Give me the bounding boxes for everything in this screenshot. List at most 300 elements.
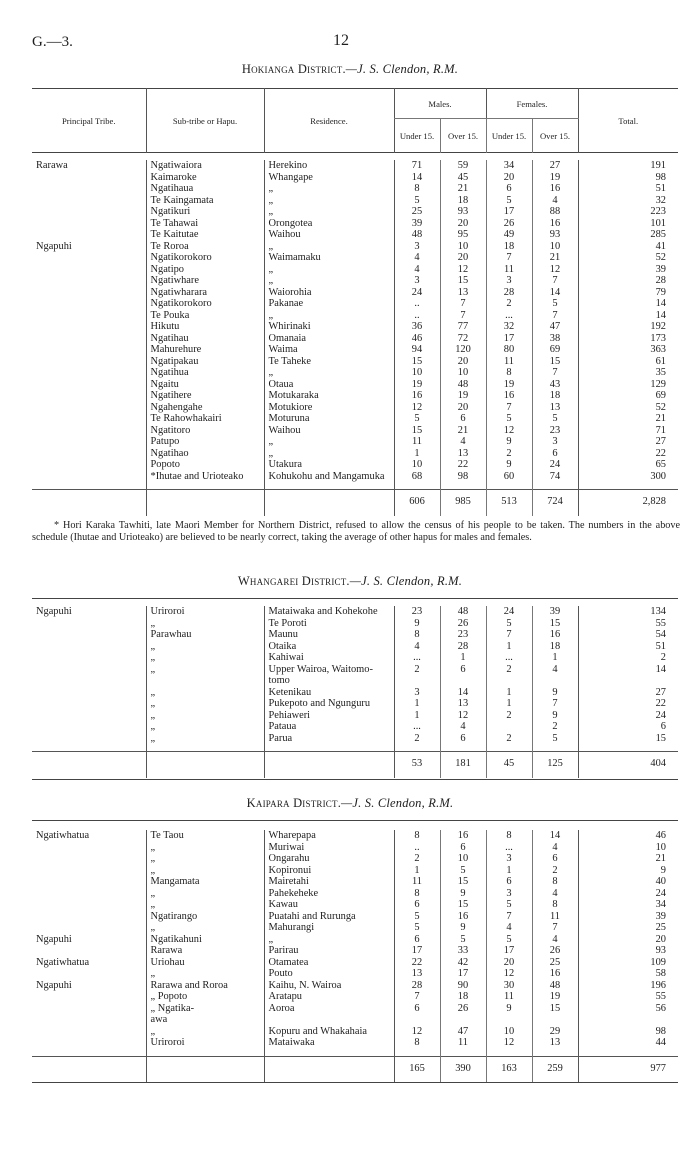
table-row bbox=[32, 710, 678, 722]
males-under15-cell: 17 bbox=[394, 945, 440, 957]
tribe-cell bbox=[32, 876, 146, 888]
females-over15-cell: 48 bbox=[532, 980, 578, 992]
hapu-cell: Te Roroa bbox=[146, 241, 264, 253]
total-cell: 134 bbox=[578, 606, 678, 618]
table-row bbox=[32, 968, 678, 980]
hapu-cell: Ngaitu bbox=[146, 379, 264, 391]
header-males-under15: Under 15. bbox=[394, 119, 440, 153]
table-row bbox=[32, 980, 678, 992]
males-under15-cell: 3 bbox=[394, 687, 440, 699]
tribe-cell bbox=[32, 1003, 146, 1015]
total-cell: 44 bbox=[578, 1037, 678, 1049]
females-under15-cell: 2 bbox=[486, 298, 532, 310]
hapu-cell: Te Taou bbox=[146, 830, 264, 842]
header-females-under15: Under 15. bbox=[486, 119, 532, 153]
females-over15-cell: 2 bbox=[532, 721, 578, 733]
tribe-cell bbox=[32, 402, 146, 414]
tribe-cell bbox=[32, 229, 146, 241]
hapu-cell: Mangamata bbox=[146, 876, 264, 888]
tribe-cell bbox=[32, 218, 146, 230]
total-males-under15-cell: 165 bbox=[394, 1056, 440, 1077]
header-females-over15: Over 15. bbox=[532, 119, 578, 153]
females-under15-cell: 16 bbox=[486, 390, 532, 402]
males-under15-cell: 13 bbox=[394, 968, 440, 980]
females-under15-cell: 80 bbox=[486, 344, 532, 356]
males-under15-cell: 25 bbox=[394, 206, 440, 218]
females-over15-cell bbox=[532, 1014, 578, 1026]
hapu-cell: „ bbox=[146, 641, 264, 653]
table-row bbox=[32, 183, 678, 195]
kaipara-bottom-rule bbox=[32, 1082, 678, 1083]
total-cell: 56 bbox=[578, 1003, 678, 1015]
whangarei-title bbox=[0, 574, 700, 589]
table-row bbox=[32, 606, 678, 618]
hapu-cell: Ngatipo bbox=[146, 264, 264, 276]
table-row bbox=[32, 367, 678, 379]
total-cell: 14 bbox=[578, 298, 678, 310]
males-over15-cell: 10 bbox=[440, 853, 486, 865]
females-over15-cell: 11 bbox=[532, 911, 578, 923]
table-row bbox=[32, 641, 678, 653]
males-over15-cell: 59 bbox=[440, 160, 486, 172]
females-over15-cell: 7 bbox=[532, 698, 578, 710]
males-over15-cell: 12 bbox=[440, 710, 486, 722]
table-row bbox=[32, 934, 678, 946]
males-under15-cell: 4 bbox=[394, 641, 440, 653]
table-row bbox=[32, 945, 678, 957]
hapu-cell: „ bbox=[146, 922, 264, 934]
total-cell: 21 bbox=[578, 413, 678, 425]
females-under15-cell: 12 bbox=[486, 425, 532, 437]
tribe-cell bbox=[32, 275, 146, 287]
total-cell: 14 bbox=[578, 664, 678, 676]
females-under15-cell: 3 bbox=[486, 853, 532, 865]
total-cell: 93 bbox=[578, 945, 678, 957]
residence-cell: Utakura bbox=[264, 459, 394, 471]
females-over15-cell: 4 bbox=[532, 934, 578, 946]
total-females-over15-cell: 125 bbox=[532, 752, 578, 773]
males-over15-cell: 18 bbox=[440, 991, 486, 1003]
females-under15-cell: 9 bbox=[486, 1003, 532, 1015]
tribe-cell bbox=[32, 367, 146, 379]
hapu-cell: „ bbox=[146, 968, 264, 980]
table-row bbox=[32, 618, 678, 630]
residence-cell: Otamatea bbox=[264, 957, 394, 969]
header-females: Females. bbox=[486, 89, 578, 119]
females-under15-cell: 5 bbox=[486, 934, 532, 946]
residence-cell: Mataiwaka bbox=[264, 1037, 394, 1049]
females-over15-cell: 14 bbox=[532, 830, 578, 842]
residence-cell: Upper Wairoa, Waitomo- bbox=[264, 664, 394, 676]
table-row bbox=[32, 698, 678, 710]
tribe-cell: Ngapuhi bbox=[36, 979, 72, 991]
residence-cell: Puatahi and Rurunga bbox=[264, 911, 394, 923]
tribe-cell bbox=[32, 471, 146, 483]
hapu-cell: Ngatikorokoro bbox=[146, 298, 264, 310]
table-row bbox=[32, 830, 678, 842]
table-row bbox=[32, 310, 678, 322]
males-over15-cell: 33 bbox=[440, 945, 486, 957]
females-under15-cell: 1 bbox=[486, 687, 532, 699]
table-row bbox=[32, 218, 678, 230]
residence-cell: Kahiwai bbox=[264, 652, 394, 664]
hapu-cell: „ bbox=[146, 1026, 264, 1038]
males-over15-cell: 26 bbox=[440, 1003, 486, 1015]
table-row bbox=[32, 1014, 678, 1026]
total-cell: 22 bbox=[578, 698, 678, 710]
table-row bbox=[32, 652, 678, 664]
males-over15-cell: 20 bbox=[440, 218, 486, 230]
total-cell: 21 bbox=[578, 853, 678, 865]
males-over15-cell: 1 bbox=[440, 652, 486, 664]
females-under15-cell: ... bbox=[486, 652, 532, 664]
total-cell: 40 bbox=[578, 876, 678, 888]
residence-cell: „ bbox=[264, 436, 394, 448]
table-row bbox=[32, 876, 678, 888]
total-cell: 24 bbox=[578, 710, 678, 722]
total-total-cell: 977 bbox=[578, 1056, 678, 1077]
females-under15-cell: 5 bbox=[486, 618, 532, 630]
hapu-cell: Ngatihao bbox=[146, 448, 264, 460]
table-row bbox=[32, 160, 678, 172]
total-cell: 191 bbox=[578, 160, 678, 172]
total-cell: 54 bbox=[578, 629, 678, 641]
tribe-cell: Ngapuhi bbox=[36, 933, 72, 945]
tribe-cell bbox=[32, 298, 146, 310]
total-cell: 35 bbox=[578, 367, 678, 379]
males-over15-cell: 6 bbox=[440, 842, 486, 854]
total-females-under15-cell: 513 bbox=[486, 490, 532, 511]
residence-cell: „ bbox=[264, 195, 394, 207]
males-over15-cell: 20 bbox=[440, 252, 486, 264]
total-females-over15-cell: 259 bbox=[532, 1056, 578, 1077]
females-over15-cell: 2 bbox=[532, 865, 578, 877]
residence-cell: Parirau bbox=[264, 945, 394, 957]
males-under15-cell: 2 bbox=[394, 733, 440, 745]
males-over15-cell: 18 bbox=[440, 195, 486, 207]
females-under15-cell bbox=[486, 1014, 532, 1026]
hapu-cell: Ngatihua bbox=[146, 367, 264, 379]
table-row bbox=[32, 252, 678, 264]
residence-cell: Mahurangi bbox=[264, 922, 394, 934]
hapu-cell: Ngatiwaiora bbox=[146, 160, 264, 172]
females-over15-cell: 8 bbox=[532, 899, 578, 911]
females-over15-cell: 16 bbox=[532, 629, 578, 641]
females-over15-cell: 69 bbox=[532, 344, 578, 356]
kaipara-title bbox=[0, 796, 700, 811]
tribe-cell bbox=[32, 842, 146, 854]
females-under15-cell: 3 bbox=[486, 888, 532, 900]
residence-cell: Herekino bbox=[264, 160, 394, 172]
males-under15-cell: 39 bbox=[394, 218, 440, 230]
kaipara-district-name: Kaipara District. bbox=[246, 796, 342, 810]
males-over15-cell: 17 bbox=[440, 968, 486, 980]
hapu-cell: Ngatiwharara bbox=[146, 287, 264, 299]
total-males-over15-cell: 181 bbox=[440, 752, 486, 773]
males-over15-cell: 20 bbox=[440, 402, 486, 414]
females-under15-cell: 6 bbox=[486, 876, 532, 888]
males-under15-cell: 6 bbox=[394, 934, 440, 946]
total-cell: 32 bbox=[578, 195, 678, 207]
total-males-over15-cell: 985 bbox=[440, 490, 486, 511]
total-total-cell: 2,828 bbox=[578, 490, 678, 511]
females-over15-cell: 10 bbox=[532, 241, 578, 253]
males-under15-cell: 68 bbox=[394, 471, 440, 483]
females-over15-cell: 4 bbox=[532, 842, 578, 854]
males-under15-cell bbox=[394, 1014, 440, 1026]
males-over15-cell: 4 bbox=[440, 721, 486, 733]
tribe-cell bbox=[32, 195, 146, 207]
kaipara-officer: —J. S. Clendon, R.M. bbox=[341, 796, 454, 810]
males-under15-cell: 3 bbox=[394, 275, 440, 287]
females-under15-cell: 4 bbox=[486, 922, 532, 934]
hapu-cell: „ bbox=[146, 888, 264, 900]
females-over15-cell: 15 bbox=[532, 618, 578, 630]
males-under15-cell: 11 bbox=[394, 436, 440, 448]
table-row bbox=[32, 287, 678, 299]
tribe-cell bbox=[32, 641, 146, 653]
hapu-cell: „ bbox=[146, 710, 264, 722]
residence-cell: Waima bbox=[264, 344, 394, 356]
hapu-cell: Mahurehure bbox=[146, 344, 264, 356]
males-over15-cell: 120 bbox=[440, 344, 486, 356]
total-cell: 24 bbox=[578, 888, 678, 900]
males-over15-cell: 16 bbox=[440, 830, 486, 842]
table-row bbox=[32, 206, 678, 218]
males-under15-cell: ... bbox=[394, 721, 440, 733]
males-over15-cell: 48 bbox=[440, 379, 486, 391]
table-row bbox=[32, 413, 678, 425]
tribe-cell bbox=[32, 310, 146, 322]
residence-cell: Kaihu, N. Wairoa bbox=[264, 980, 394, 992]
females-under15-cell: 12 bbox=[486, 1037, 532, 1049]
total-males-over15-cell: 390 bbox=[440, 1056, 486, 1077]
tribe-cell bbox=[32, 321, 146, 333]
males-over15-cell: 6 bbox=[440, 733, 486, 745]
females-over15-cell: 88 bbox=[532, 206, 578, 218]
table-row bbox=[32, 675, 678, 687]
females-over15-cell: 38 bbox=[532, 333, 578, 345]
males-over15-cell: 26 bbox=[440, 618, 486, 630]
tribe-cell bbox=[32, 652, 146, 664]
females-under15-cell: 3 bbox=[486, 275, 532, 287]
hapu-cell: *Ihutae and Urioteako bbox=[146, 471, 264, 483]
hapu-cell: Uriohau bbox=[146, 957, 264, 969]
tribe-cell bbox=[32, 710, 146, 722]
total-cell: 6 bbox=[578, 721, 678, 733]
males-over15-cell: 6 bbox=[440, 413, 486, 425]
total-cell: 55 bbox=[578, 618, 678, 630]
hapu-cell: Te Rahowhakairi bbox=[146, 413, 264, 425]
females-under15-cell bbox=[486, 675, 532, 687]
residence-cell: „ bbox=[264, 183, 394, 195]
total-cell bbox=[578, 675, 678, 687]
table-row bbox=[32, 842, 678, 854]
tribe-cell: Ngatiwhatua bbox=[36, 956, 90, 968]
males-under15-cell: 2 bbox=[394, 853, 440, 865]
residence-cell: „ bbox=[264, 448, 394, 460]
males-under15-cell: 10 bbox=[394, 367, 440, 379]
hapu-cell: Kaimaroke bbox=[146, 172, 264, 184]
total-cell: 52 bbox=[578, 402, 678, 414]
females-under15-cell bbox=[486, 721, 532, 733]
tribe-cell bbox=[32, 968, 146, 980]
hapu-cell: Ngatipakau bbox=[146, 356, 264, 368]
males-over15-cell: 22 bbox=[440, 459, 486, 471]
table-row bbox=[32, 379, 678, 391]
males-over15-cell: 12 bbox=[440, 264, 486, 276]
tribe-cell bbox=[32, 675, 146, 687]
table-row bbox=[32, 241, 678, 253]
females-under15-cell: 30 bbox=[486, 980, 532, 992]
total-cell: 109 bbox=[578, 957, 678, 969]
females-over15-cell: 4 bbox=[532, 664, 578, 676]
tribe-cell bbox=[32, 459, 146, 471]
females-under15-cell: 34 bbox=[486, 160, 532, 172]
males-under15-cell: 28 bbox=[394, 980, 440, 992]
table-row bbox=[32, 733, 678, 745]
females-under15-cell: 6 bbox=[486, 183, 532, 195]
table-row bbox=[32, 402, 678, 414]
residence-cell: Whangape bbox=[264, 172, 394, 184]
females-under15-cell: 17 bbox=[486, 333, 532, 345]
residence-cell: Motukaraka bbox=[264, 390, 394, 402]
residence-cell: Omanaia bbox=[264, 333, 394, 345]
residence-cell: Waiorohia bbox=[264, 287, 394, 299]
hapu-cell: „ bbox=[146, 721, 264, 733]
males-under15-cell: 5 bbox=[394, 195, 440, 207]
males-under15-cell: 48 bbox=[394, 229, 440, 241]
total-cell: 223 bbox=[578, 206, 678, 218]
hapu-cell: Rarawa and Roroa bbox=[146, 980, 264, 992]
tribe-cell bbox=[32, 899, 146, 911]
hapu-cell: „ bbox=[146, 698, 264, 710]
table-row bbox=[32, 425, 678, 437]
males-under15-cell: 8 bbox=[394, 629, 440, 641]
total-cell: 300 bbox=[578, 471, 678, 483]
tribe-cell bbox=[32, 252, 146, 264]
tribe-cell bbox=[32, 1014, 146, 1026]
total-cell: 51 bbox=[578, 641, 678, 653]
total-cell: 129 bbox=[578, 379, 678, 391]
males-over15-cell: 14 bbox=[440, 687, 486, 699]
tribe-cell: Ngapuhi bbox=[36, 240, 72, 252]
females-over15-cell: 19 bbox=[532, 991, 578, 1003]
males-over15-cell: 4 bbox=[440, 436, 486, 448]
hapu-cell: „ Popoto bbox=[146, 991, 264, 1003]
total-cell: 51 bbox=[578, 183, 678, 195]
table-row bbox=[32, 664, 678, 676]
table-row bbox=[32, 471, 678, 483]
males-over15-cell: 6 bbox=[440, 664, 486, 676]
males-under15-cell: 15 bbox=[394, 425, 440, 437]
females-under15-cell: 5 bbox=[486, 195, 532, 207]
females-under15-cell: 1 bbox=[486, 641, 532, 653]
females-over15-cell: 7 bbox=[532, 310, 578, 322]
tribe-cell: Rarawa bbox=[36, 160, 68, 171]
females-over15-cell: 4 bbox=[532, 888, 578, 900]
tribe-cell bbox=[32, 945, 146, 957]
table-row bbox=[32, 344, 678, 356]
page-number: 12 bbox=[333, 32, 349, 49]
hokianga-title bbox=[0, 62, 700, 77]
females-over15-cell: 23 bbox=[532, 425, 578, 437]
hapu-cell: „ bbox=[146, 664, 264, 676]
residence-cell: Aratapu bbox=[264, 991, 394, 1003]
residence-cell: „ bbox=[264, 264, 394, 276]
total-cell: 39 bbox=[578, 911, 678, 923]
tribe-cell bbox=[32, 911, 146, 923]
table-row bbox=[32, 448, 678, 460]
table-row bbox=[32, 865, 678, 877]
hapu-cell: Patupo bbox=[146, 436, 264, 448]
females-under15-cell: 17 bbox=[486, 945, 532, 957]
tribe-cell bbox=[32, 853, 146, 865]
residence-cell: Te Poroti bbox=[264, 618, 394, 630]
table-row bbox=[32, 333, 678, 345]
table-row bbox=[32, 390, 678, 402]
header-hapu: Sub-tribe or Hapu. bbox=[146, 89, 264, 153]
hapu-cell: „ bbox=[146, 652, 264, 664]
males-under15-cell: .. bbox=[394, 842, 440, 854]
residence-cell: Pahekeheke bbox=[264, 888, 394, 900]
page-id: G.—3. bbox=[32, 34, 73, 50]
total-total-cell: 404 bbox=[578, 752, 678, 773]
residence-cell: „ bbox=[264, 934, 394, 946]
males-over15-cell: 15 bbox=[440, 899, 486, 911]
hokianga-district-name: Hokianga District. bbox=[241, 62, 346, 76]
total-females-under15-cell: 45 bbox=[486, 752, 532, 773]
females-under15-cell: 60 bbox=[486, 471, 532, 483]
residence-cell: Pataua bbox=[264, 721, 394, 733]
hapu-cell: Te Kaitutae bbox=[146, 229, 264, 241]
females-under15-cell: 1 bbox=[486, 698, 532, 710]
females-under15-cell: 1 bbox=[486, 865, 532, 877]
tribe-cell bbox=[32, 733, 146, 745]
hapu-cell: Te Pouka bbox=[146, 310, 264, 322]
males-over15-cell: 13 bbox=[440, 448, 486, 460]
residence-cell: „ bbox=[264, 206, 394, 218]
males-under15-cell: 5 bbox=[394, 911, 440, 923]
females-over15-cell: 8 bbox=[532, 876, 578, 888]
males-under15-cell: .. bbox=[394, 310, 440, 322]
table-row bbox=[32, 264, 678, 276]
whangarei-table bbox=[32, 606, 678, 778]
total-cell: 15 bbox=[578, 733, 678, 745]
females-over15-cell: 15 bbox=[532, 356, 578, 368]
females-over15-cell: 13 bbox=[532, 402, 578, 414]
table-row bbox=[32, 1037, 678, 1049]
females-under15-cell: ... bbox=[486, 310, 532, 322]
hapu-cell: Ngatihere bbox=[146, 390, 264, 402]
table-row bbox=[32, 195, 678, 207]
males-under15-cell: 14 bbox=[394, 172, 440, 184]
males-under15-cell: 12 bbox=[394, 1026, 440, 1038]
females-under15-cell: 12 bbox=[486, 968, 532, 980]
hapu-cell bbox=[146, 675, 264, 687]
females-over15-cell: 1 bbox=[532, 652, 578, 664]
total-cell: 65 bbox=[578, 459, 678, 471]
tribe-cell bbox=[32, 344, 146, 356]
hapu-cell: „ bbox=[146, 853, 264, 865]
residence-cell: Waimamaku bbox=[264, 252, 394, 264]
residence-cell: Muriwai bbox=[264, 842, 394, 854]
females-under15-cell: 9 bbox=[486, 459, 532, 471]
table-row bbox=[32, 298, 678, 310]
residence-cell: tomo bbox=[264, 675, 394, 687]
hapu-cell: Rarawa bbox=[146, 945, 264, 957]
tribe-cell bbox=[32, 333, 146, 345]
